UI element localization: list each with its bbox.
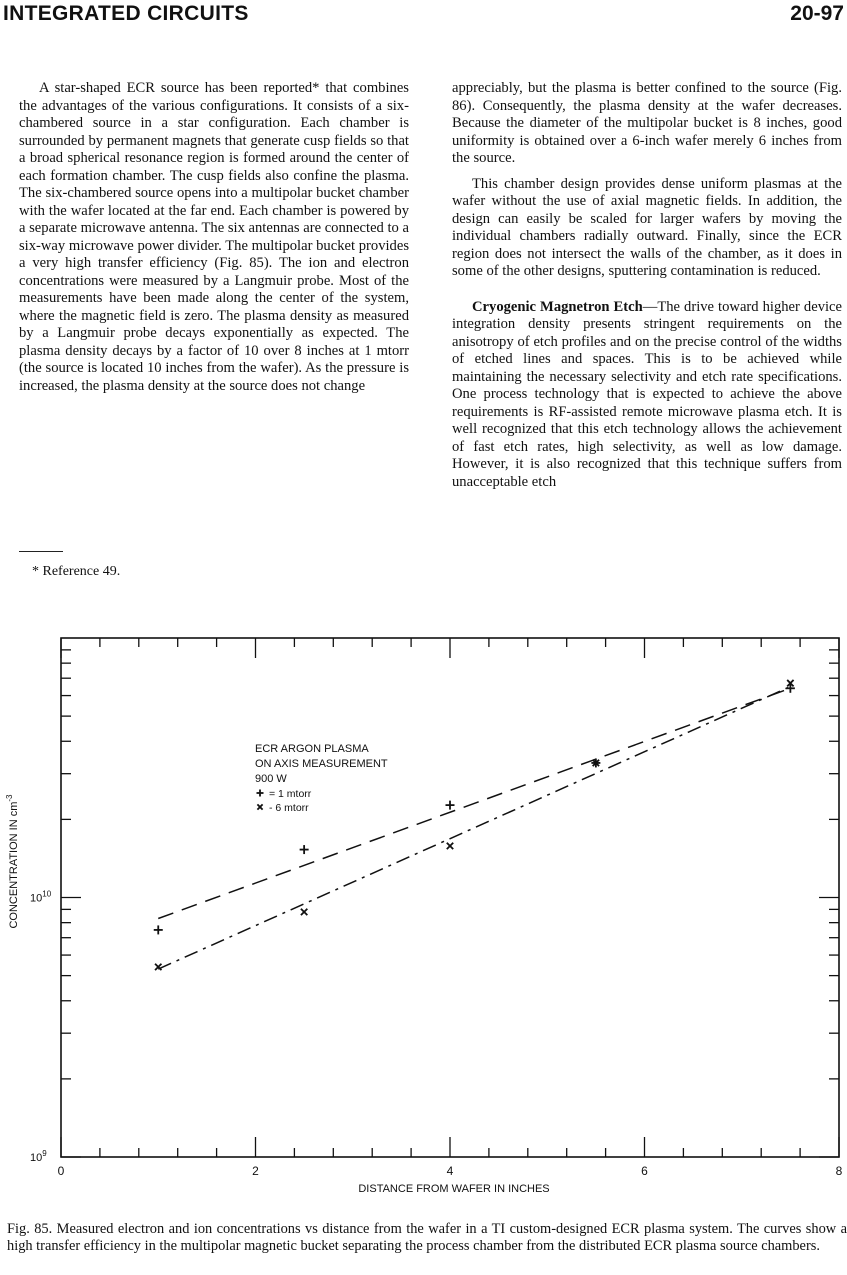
body-paragraph: appreciably, but the plasma is better confined to the source (Fig. 86). Consequently, the plasma density at the wafer decreases. Because the diameter of the multipolar bucket is 8 inches, good uniformity is obtained over a 6-inch wafer merely 6 inches from the source. [452, 80, 842, 166]
data-markers [154, 680, 795, 970]
y-tick-label: $10^9$ [30, 1149, 47, 1164]
x-marker-6-mtorr [447, 843, 453, 849]
plus-marker-1-mtorr [300, 845, 309, 854]
x-tick-label: 0 [57, 1164, 65, 1178]
page-header [0, 2, 847, 28]
left-column [19, 80, 409, 395]
section-heading: Cryogenic Magnetron Etch [472, 298, 643, 315]
series-lines [158, 687, 790, 970]
plus-marker-1-mtorr [154, 925, 163, 934]
section-body: —The drive toward higher device integration density presents stringent requirements on the anisotropy of etch profiles and on the precise control of the widths of etched lines and spaces. This is to be achieved while maintaining the necessary selectivity and etch rate specifications. One process technology that is expected to achieve the above requirements is RF-assisted remote microwave plasma etch. It is well recognized that this etch technology allows the achievement of fast etch rates, high selectivity, as well as low damage. However, it is also recognized that this technique suffers from unacceptable etch [452, 298, 843, 490]
legend-title-line: ECR ARGON PLASMA [255, 743, 369, 755]
legend-plus-marker [257, 790, 264, 797]
legend-title-line: 900 W [255, 773, 287, 785]
figure-85-chart [0, 630, 847, 1210]
y-tick-label: $10^{10}$ [30, 889, 52, 905]
running-title: INTEGRATED CIRCUITS [3, 2, 249, 25]
x-marker-6-mtorr [301, 909, 307, 915]
plot-frame [61, 638, 839, 1157]
axis-labels [5, 794, 843, 1195]
series-fit-line [158, 687, 790, 970]
page-number: 20-97 [790, 2, 844, 25]
section-paragraph [452, 299, 842, 492]
footnote: * Reference 49. [32, 564, 121, 579]
legend-x-marker [257, 804, 262, 809]
y-axis-label: CONCENTRATION IN $cm^{-3}$ [5, 794, 20, 929]
legend-entry-label: = 1 mtorr [269, 788, 312, 800]
series-fit-line [158, 688, 790, 918]
legend-title-line: ON AXIS MEASUREMENT [255, 758, 388, 770]
x-tick-label: 4 [446, 1164, 454, 1178]
body-paragraph: This chamber design provides dense uniform plasmas at the wafer without the use of axial magnetic fields. In addition, the design can easily be scaled for larger wafers by moving the individual chambers radially outward. Finally, since the ECR region does not intersect the walls of the chamber, as it does in some of the other designs, sputtering contamination is reduced. [452, 175, 842, 279]
plus-marker-1-mtorr [446, 801, 455, 810]
x-tick-label: 6 [641, 1164, 648, 1178]
figure-caption: Fig. 85. Measured electron and ion concentrations vs distance from the wafer in a TI custom-designed ECR plasma system. The curves show a high transfer efficiency in the multipolar magnetic bucket separating the process chamber from the distributed ECR plasma source chambers. [7, 1221, 847, 1254]
axis-ticks [61, 638, 839, 1157]
footnote-rule [19, 551, 63, 552]
x-marker-6-mtorr [155, 964, 161, 970]
right-column [452, 80, 842, 491]
plot-border [61, 638, 839, 1157]
x-tick-label: 8 [835, 1164, 843, 1178]
legend-entry-label: - 6 mtorr [269, 802, 309, 814]
body-paragraph: A star-shaped ECR source has been reported* that combines the advantages of the various configurations. It consists of a six-chambered source in a star configuration. Each chamber is surrounded by permanent magnets that generate cusp fields so that a broad spherical resonance region is formed around the center of each formation chamber. The cusp fields also confine the plasma. The six-chambered source opens into a multipolar bucket chamber with the wafer located at the far end. Each chamber is powered by a separate microwave antenna. The six antennas are connected to a six-way microwave power divider. The multipolar bucket provides a very high transfer efficiency (Fig. 85). The ion and electron concentrations were measured by a Langmuir probe. Most of the measurements have been made along the center of the system, where the magnetic field is zero. The plasma density as measured by a Langmuir probe decays exponentially as expected. The plasma density decays by a factor of 10 over 8 inches at 1 mtorr (the source is located 10 inches from the wafer). As the pressure is increased, the plasma density at the source does not change [19, 80, 409, 394]
x-axis-label: DISTANCE FROM WAFER IN INCHES [358, 1183, 550, 1195]
x-tick-label: 2 [252, 1164, 259, 1178]
legend [255, 743, 388, 814]
